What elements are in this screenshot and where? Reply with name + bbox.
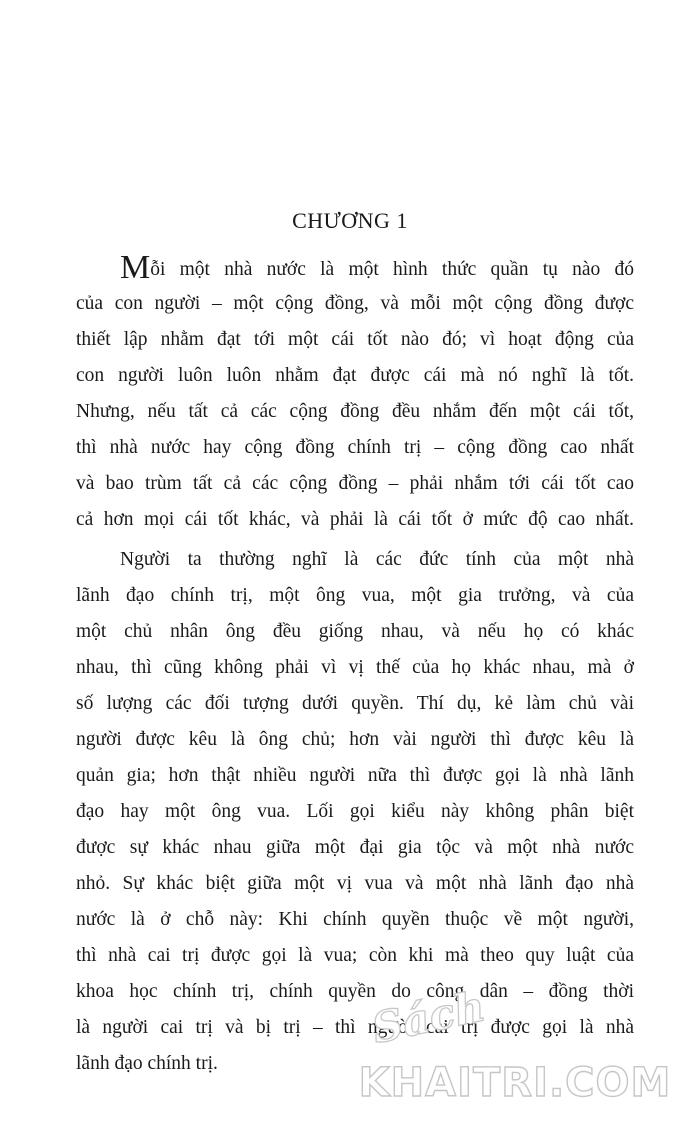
paragraph-2-line-11: nước là ở chỗ này: Khi chính quyền thuộc về một người, bbox=[76, 909, 634, 930]
paragraph-2-line-4: nhau, thì cũng không phải vì vị thế của họ khác nhau, mà ở bbox=[76, 657, 634, 678]
paragraph-2-line-3: một chủ nhân ông đều giống nhau, và nếu họ có khác bbox=[76, 621, 634, 642]
watermark-main-text: KHAITRI.COM bbox=[358, 1060, 672, 1106]
paragraph-2-line-9: được sự khác nhau giữa một đại gia tộc và một nhà nước bbox=[76, 837, 634, 858]
chapter-title: CHƯƠNG 1 bbox=[292, 208, 408, 233]
paragraph-2-line-2: lãnh đạo chính trị, một ông vua, một gia trưởng, và của bbox=[76, 585, 634, 606]
paragraph-1-line-8: cả hơn mọi cái tốt khác, và phải là cái tốt ở mức độ cao nhất. bbox=[76, 509, 634, 530]
paragraph-2-line-6: người được kêu là ông chủ; hơn vài người thì được kêu là bbox=[76, 729, 634, 750]
paragraph-2-line-15: lãnh đạo chính trị. bbox=[76, 1053, 218, 1074]
paragraph-1-line-1: Mỗi một nhà nước là một hình thức quần tụ nào đó bbox=[120, 249, 634, 286]
paragraph-1-line-5: Nhưng, nếu tất cả các cộng đồng đều nhắm đến một cái tốt, bbox=[76, 401, 634, 422]
paragraph-2-line-13: khoa học chính trị, chính quyền do công dân – đồng thời bbox=[76, 981, 634, 1002]
paragraph-2-line-8: đạo hay một ông vua. Lối gọi kiểu này không phân biệt bbox=[76, 801, 634, 822]
watermark-script-text: Sách bbox=[367, 981, 490, 1053]
paragraph-2-line-14: là người cai trị và bị trị – thì người cai trị được gọi là nhà bbox=[76, 1017, 634, 1038]
paragraph-1-line-7: và bao trùm tất cả các cộng đồng – phải nhắm tới cái tốt cao bbox=[76, 473, 634, 494]
paragraph-2-line-7: quản gia; hơn thật nhiều người nữa thì được gọi là nhà lãnh bbox=[76, 765, 634, 786]
paragraph-1-line-3: thiết lập nhằm đạt tới một cái tốt nào đó; vì hoạt động của bbox=[76, 329, 634, 350]
paragraph-2-line-12: thì nhà cai trị được gọi là vua; còn khi mà theo quy luật của bbox=[76, 945, 634, 966]
paragraph-2-line-10: nhỏ. Sự khác biệt giữa một vị vua và một nhà lãnh đạo nhà bbox=[76, 873, 634, 894]
drop-cap: M bbox=[120, 249, 151, 286]
paragraph-1-line-4: con người luôn luôn nhằm đạt được cái mà nó nghĩ là tốt. bbox=[76, 365, 634, 386]
paragraph-2-line-1: Người ta thường nghĩ là các đức tính của một nhà bbox=[120, 549, 634, 570]
paragraph-1-line-6: thì nhà nước hay cộng đồng chính trị – cộng đồng cao nhất bbox=[76, 437, 634, 458]
paragraph-2-line-5: số lượng các đối tượng dưới quyền. Thí dụ, kẻ làm chủ vài bbox=[76, 693, 634, 714]
paragraph-1-line-2: của con người – một cộng đồng, và mỗi một cộng đồng được bbox=[76, 293, 634, 314]
